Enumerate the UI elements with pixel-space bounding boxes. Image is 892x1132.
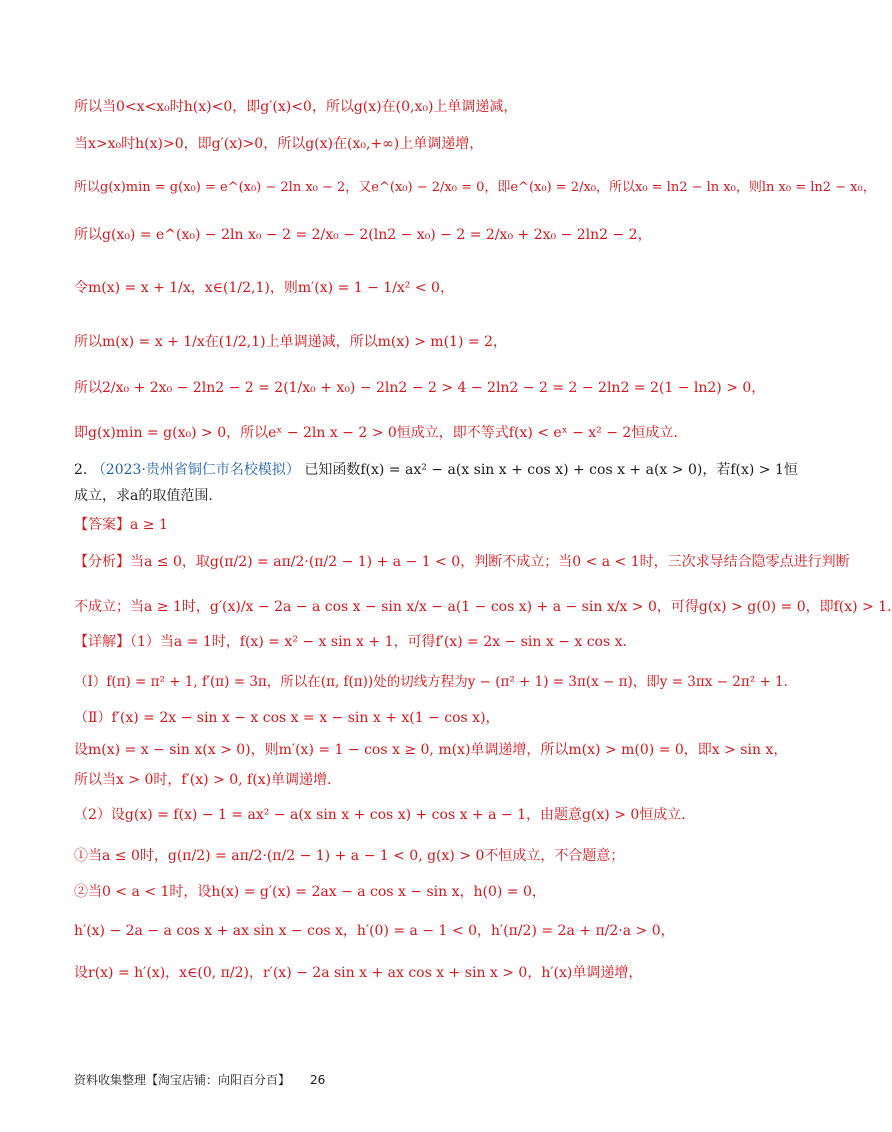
- problem-number: 2.: [74, 462, 88, 478]
- detail-line: ①当a ≤ 0时，g(π/2) = aπ/2·(π/2 − 1) + a − 1 < 0, g(x) > 0不恒成立，不合题意；: [74, 848, 625, 864]
- problem-stem: [74, 460, 798, 480]
- answer-text: a ≥ 1: [130, 517, 168, 533]
- problem-source: （2023·贵州省铜仁市名校模拟）: [91, 462, 300, 478]
- answer: [74, 515, 168, 535]
- analysis-text: 当a ≤ 0，取g(π/2) = aπ/2·(π/2 − 1) + a − 1 < 0，判断不成立；当0 < a < 1时，三次求导结合隐零点进行判断: [130, 554, 850, 570]
- page-footer: [74, 1071, 325, 1088]
- detail: [74, 632, 627, 652]
- detail-line: （2）设g(x) = f(x) − 1 = ax² − a(x sin x + cos x) + cos x + a − 1，由题意g(x) > 0恒成立.: [74, 807, 686, 823]
- answer-label: 【答案】: [74, 517, 130, 533]
- detail-line: 设r(x) = h′(x)，x∈(0, π/2)，r′(x) − 2a sin x + ax cos x + sin x > 0，h′(x)单调递增，: [74, 965, 643, 981]
- solution-line: 即g(x)min = g(x₀) > 0，所以eˣ − 2ln x − 2 > 0恒成立，即不等式f(x) < eˣ − x² − 2恒成立.: [74, 425, 678, 441]
- detail-line: （Ⅰ）f(π) = π² + 1, f′(π) = 3π，所以在(π, f(π))处的切线方程为y − (π² + 1) = 3π(x − π)，即y = 3πx − 2π² + 1.: [74, 674, 788, 690]
- solution-line: 所以g(x₀) = e^(x₀) − 2ln x₀ − 2 = 2/x₀ − 2(ln2 − x₀) − 2 = 2/x₀ + 2x₀ − 2ln2 − 2，: [74, 227, 652, 243]
- detail-text: （1）当a = 1时，f(x) = x² − x sin x + 1，可得f′(x) = 2x − sin x − x cos x.: [130, 634, 627, 650]
- problem-stem-cont: 成立，求a的取值范围.: [74, 488, 213, 504]
- detail-line: h′(x) − 2a − a cos x + ax sin x − cos x，h′(0) = a − 1 < 0，h′(π/2) = 2a + π/2·a > 0，: [74, 923, 675, 939]
- analysis-cont: 不成立；当a ≥ 1时，g′(x)/x − 2a − a cos x − sin x/x − a(1 − cos x) + a − sin x/x > 0，可得g(x) > g(0) = 0，即f(x) > 1.: [74, 599, 892, 615]
- solution-line: 所以当0<x<x₀时h(x)<0，即g′(x)<0，所以g(x)在(0,x₀)上单调递减，: [74, 99, 518, 115]
- solution-line: 所以2/x₀ + 2x₀ − 2ln2 − 2 = 2(1/x₀ + x₀) − 2ln2 − 2 > 4 − 2ln2 − 2 = 2 − 2ln2 = 2(1 − ln2) > 0，: [74, 380, 766, 396]
- solution-line: 所以g(x)min = g(x₀) = e^(x₀) − 2ln x₀ − 2，又e^(x₀) − 2/x₀ = 0，即e^(x₀) = 2/x₀，所以x₀ = ln2 − ln x₀，则ln x₀ = ln2 − x₀，: [74, 180, 876, 195]
- solution-line: 所以m(x) = x + 1/x在(1/2,1)上单调递减，所以m(x) > m(1) = 2，: [74, 334, 507, 350]
- problem-stem-text: 已知函数f(x) = ax² − a(x sin x + cos x) + cos x + a(x > 0)，若f(x) > 1恒: [304, 462, 798, 478]
- detail-label: 【详解】: [74, 634, 130, 650]
- analysis-label: 【分析】: [74, 554, 130, 570]
- detail-line: ②当0 < a < 1时，设h(x) = g′(x) = 2ax − a cos x − sin x，h(0) = 0，: [74, 884, 546, 900]
- detail-line: 设m(x) = x − sin x(x > 0)，则m′(x) = 1 − cos x ≥ 0, m(x)单调递增，所以m(x) > m(0) = 0，即x > sin x，: [74, 742, 788, 758]
- page-number: 26: [310, 1073, 326, 1087]
- solution-line: 当x>x₀时h(x)>0，即g′(x)>0，所以g(x)在(x₀,+∞)上单调递增，: [74, 136, 484, 152]
- detail-line: 所以当x > 0时，f′(x) > 0, f(x)单调递增.: [74, 772, 332, 788]
- analysis: [74, 552, 850, 572]
- solution-line: 令m(x) = x + 1/x，x∈(1/2,1)，则m′(x) = 1 − 1/x² < 0，: [74, 280, 454, 296]
- footer-text: 资料收集整理【淘宝店铺：向阳百分百】: [74, 1073, 291, 1087]
- detail-line: （Ⅱ）f′(x) = 2x − sin x − x cos x = x − sin x + x(1 − cos x)，: [74, 710, 500, 726]
